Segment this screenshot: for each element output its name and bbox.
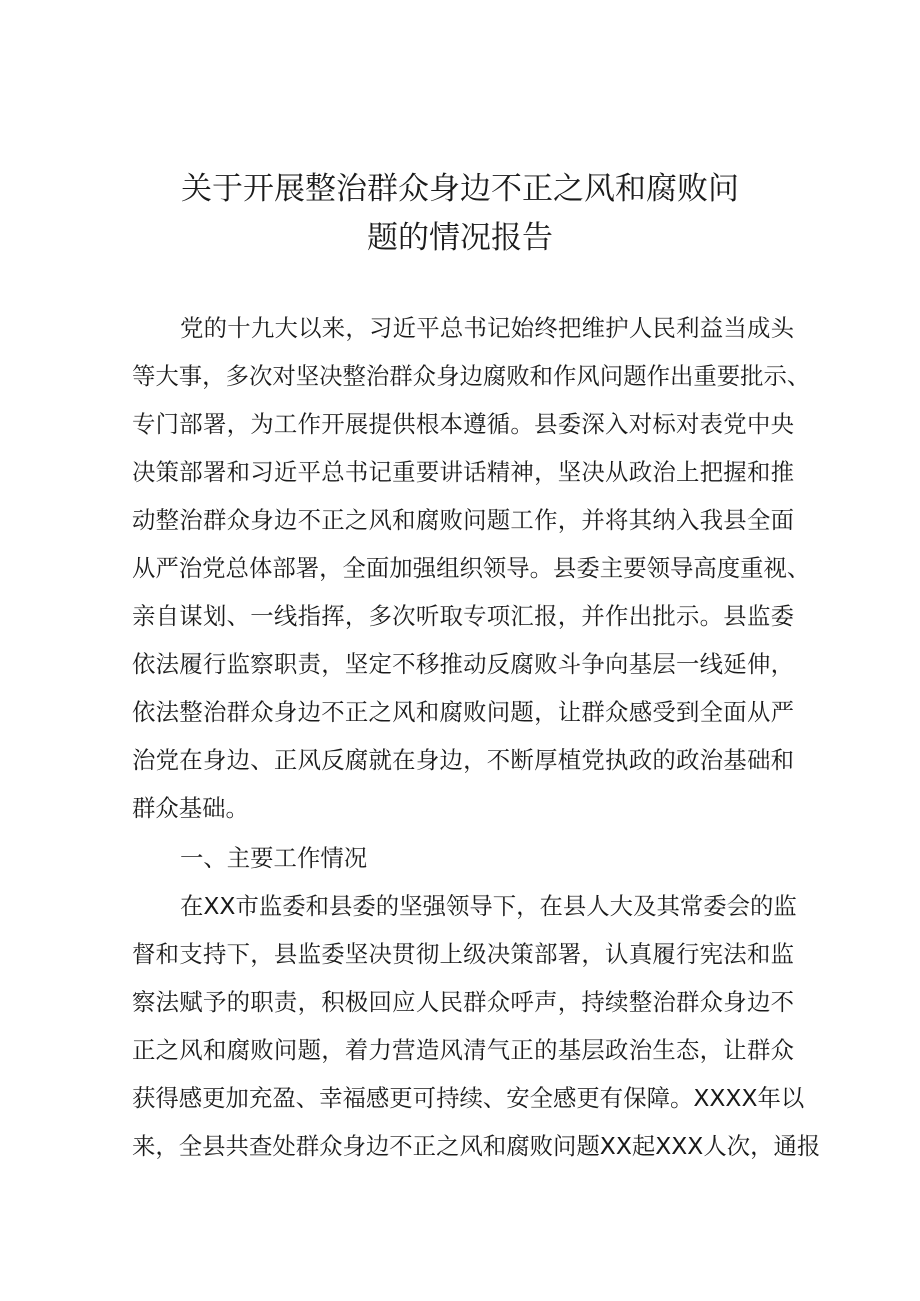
paragraph-line: 正之风和腐败问题，着力营造风清气正的基层政治生态，让群众 [132, 1036, 794, 1064]
paragraph-line: 从严治党总体部署，全面加强组织领导。县委主要领导高度重视、 [132, 554, 811, 582]
paragraph-line: 等大事，多次对坚决整治群众身边腐败和作风问题作出重要批示、 [132, 362, 811, 390]
paragraph-line: 决策部署和习近平总书记重要讲话精神，坚决从政治上把握和推 [132, 458, 794, 486]
paragraph-line: 专门部署，为工作开展提供根本遵循。县委深入对标对表党中央 [132, 410, 794, 438]
paragraph-line: 治党在身边、正风反腐就在身边，不断厚植党执政的政治基础和 [132, 746, 794, 774]
paragraph-line: 群众基础。 [132, 794, 249, 822]
paragraph-line: 亲自谋划、一线指挥，多次听取专项汇报，并作出批示。县监委 [132, 602, 794, 630]
paragraph-line: 依法履行监察职责，坚定不移推动反腐败斗争向基层一线延伸， [132, 650, 794, 678]
paragraph-line: 来，全县共查处群众身边不正之风和腐败问题XX起XXX人次，通报 [132, 1132, 821, 1160]
document-title-line-2: 题的情况报告 [367, 220, 553, 256]
paragraph-line: 察法赋予的职责，积极回应人民群众呼声，持续整治群众身边不 [132, 988, 794, 1016]
paragraph-line: 在XX市监委和县委的坚强领导下，在县人大及其常委会的监 [180, 892, 797, 920]
section-heading: 一、主要工作情况 [180, 844, 368, 872]
paragraph-line: 依法整治群众身边不正之风和腐败问题，让群众感受到全面从严 [132, 698, 794, 726]
paragraph-line: 督和支持下，县监委坚决贯彻上级决策部署，认真履行宪法和监 [132, 940, 794, 968]
paragraph-line: 动整治群众身边不正之风和腐败问题工作，并将其纳入我县全面 [132, 506, 794, 534]
paragraph-line: 获得感更加充盈、幸福感更可持续、安全感更有保障。XXXX年以 [132, 1084, 805, 1112]
paragraph-line: 党的十九大以来，习近平总书记始终把维护人民利益当成头 [180, 314, 794, 342]
document-title-line-1: 关于开展整治群众身边不正之风和腐败问 [181, 171, 739, 207]
